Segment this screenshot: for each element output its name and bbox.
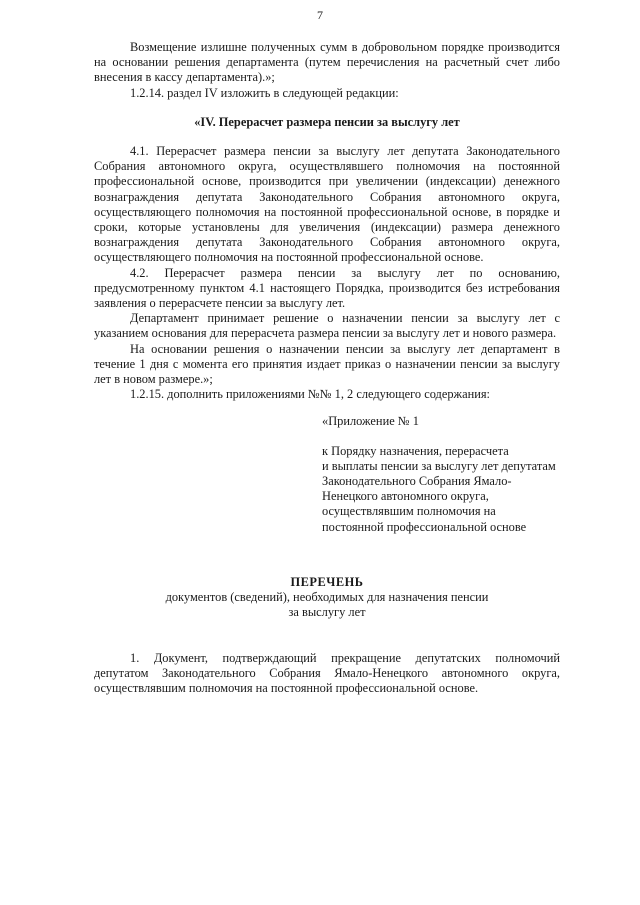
section-iv-heading: «IV. Перерасчет размера пенсии за выслугу лет xyxy=(194,114,460,129)
appendix-line: Законодательного Собрания Ямало- xyxy=(322,474,512,489)
paragraph-1-2-15: 1.2.15. дополнить приложениями №№ 1, 2 следующего содержания: xyxy=(130,387,491,402)
perechen-subtitle-line2: за выслугу лет xyxy=(288,605,366,620)
paragraph-refund: Возмещение излишне полученных сумм в добровольном порядке производится на основании решения департамента (путем перечисления на расчетный счет либо внесения в кассу департамента).»; xyxy=(94,40,560,85)
perechen-item-1: 1. Документ, подтверждающий прекращение депутатских полномочий депутатом Законодательного Собрания Ямало-Ненецкого автономного округа, осуществлявшим полномочия на постоянной профессиональной основе. xyxy=(94,650,560,695)
paragraph-order-issue: На основании решения о назначении пенсии за выслугу лет департамент в течение 1 дня с момента его принятия издает приказ о назначении пенсии за выслугу лет в новом размере.»; xyxy=(94,341,560,387)
document-body xyxy=(94,40,560,696)
paragraph-department-decision: Департамент принимает решение о назначении пенсии за выслугу лет с указанием основания для перерасчета размера пенсии за выслугу лет и нового размера. xyxy=(94,311,560,341)
appendix-header xyxy=(322,414,560,534)
paragraph-4-2: 4.2. Перерасчет размера пенсии за выслугу лет по основанию, предусмотренному пунктом 4.1 настоящего Порядка, производится без истребования заявления о перерасчете пенсии за выслугу лет. xyxy=(94,265,560,311)
appendix-line: и выплаты пенсии за выслугу лет депутатам xyxy=(322,458,556,473)
paragraph-1-2-14: 1.2.14. раздел IV изложить в следующей редакции: xyxy=(130,85,399,100)
appendix-line: Ненецкого автономного округа, xyxy=(322,489,489,504)
appendix-line: к Порядку назначения, перерасчета xyxy=(322,443,509,458)
page-number: 7 xyxy=(317,8,323,22)
appendix-title: «Приложение № 1 xyxy=(322,414,419,429)
paragraph-4-1: 4.1. Перерасчет размера пенсии за выслугу лет депутата Законодательного Собрания автономного округа, осуществлявшего полномочия на постоянной профессиональной основе, производится при увеличении (индексации) денежного вознаграждения депутата Законодательного Собрания автономного округа, осуществляющего полномочия на постоянной профессиональной основе, в порядке и сроки, которые установлены для увеличения (индексации) размера денежного вознаграждения депутата Законодательного Собрания автономного округа, осуществляющего полномочия на постоянной профессиональной основе. xyxy=(94,144,560,265)
perechen-subtitle-line1: документов (сведений), необходимых для назначения пенсии xyxy=(165,590,489,605)
perechen-title: ПЕРЕЧЕНЬ xyxy=(290,574,364,589)
appendix-line: постоянной профессиональной основе xyxy=(322,519,527,534)
appendix-line: осуществлявшим полномочия на xyxy=(322,504,496,519)
